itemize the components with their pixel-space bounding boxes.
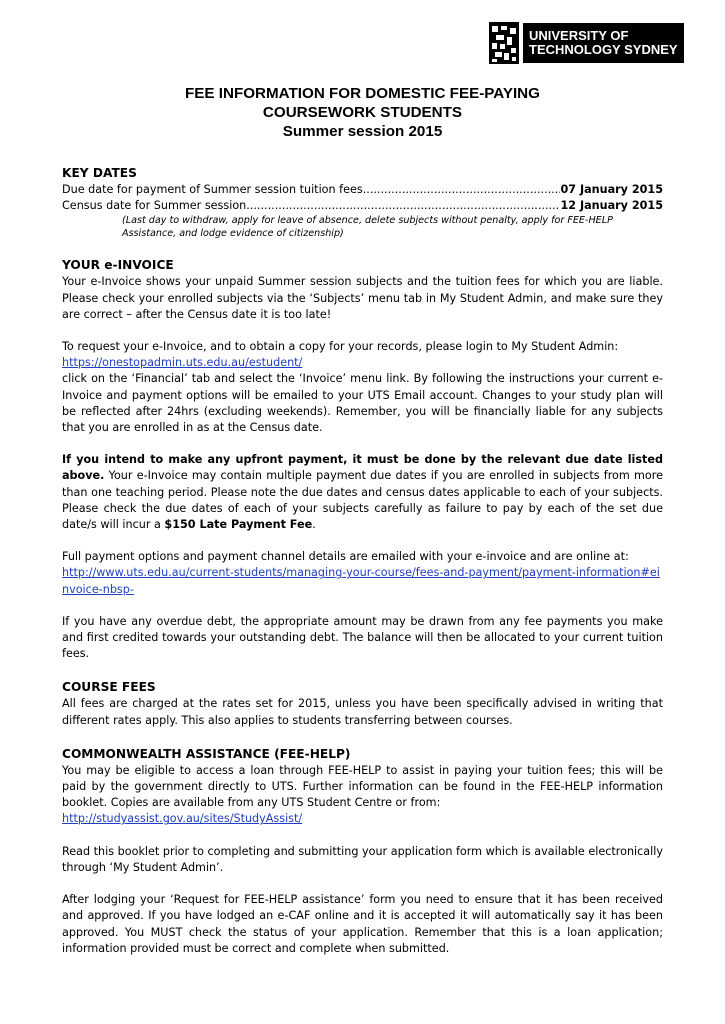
- fee-help-heading: COMMONWEALTH ASSISTANCE (FEE-HELP): [62, 746, 351, 761]
- my-student-admin-link[interactable]: https://onestopadmin.uts.edu.au/estudent/: [62, 356, 303, 370]
- einvoice-paragraph-3-end: .: [312, 518, 316, 532]
- uts-logo-mark-icon: [489, 22, 519, 64]
- leader-dots: [363, 182, 560, 198]
- census-date-label: Census date for Summer session: [62, 199, 247, 213]
- late-payment-fee: $150 Late Payment Fee: [164, 518, 313, 532]
- uts-logo: [489, 22, 684, 64]
- einvoice-heading: YOUR e-INVOICE: [62, 258, 174, 273]
- leader-dots: [246, 198, 559, 214]
- due-date-value: 07 January 2015: [560, 183, 663, 196]
- document-title: [0, 84, 725, 141]
- census-date-value: 12 January 2015: [560, 199, 663, 213]
- course-fees-paragraph: All fees are charged at the rates set for 2015, unless you have been specifically advised in writing that different rates apply. This also applies to students transferring between courses.: [62, 697, 663, 727]
- studyassist-link[interactable]: http://studyassist.gov.au/sites/StudyAssist/: [62, 812, 303, 826]
- upfront-payment-warning: If you intend to make any upfront payment, it must be done by the relevant due date listed above.: [62, 453, 663, 483]
- einvoice-paragraph-4: [62, 549, 663, 598]
- census-date-note: (Last day to withdraw, apply for leave of absence, delete subjects without penalty, apply for FEE-HELP Assistance, and lodge evidence of citizenship): [122, 215, 613, 240]
- einvoice-paragraph-4-intro: Full payment options and payment channel details are emailed with your e-invoice and are online at:: [62, 550, 629, 564]
- logo-line-1: UNIVERSITY OF: [529, 28, 629, 43]
- logo-line-2: TECHNOLOGY SYDNEY: [529, 42, 678, 57]
- einvoice-paragraph-1: Your e-Invoice shows your unpaid Summer session subjects and the tuition fees for which you are liable. Please check your enrolled subjects via the ‘Subjects’ menu tab in My Student Admin, and make sure they are correct – after the Census date it is too late!: [62, 275, 663, 321]
- payment-information-link[interactable]: http://www.uts.edu.au/current-students/managing-your-course/fees-and-payment/payment-information#einvoice-nbsp-: [62, 566, 660, 596]
- census-date-row: [62, 198, 663, 214]
- einvoice-paragraph-5: If you have any overdue debt, the appropriate amount may be drawn from any fee payments you make and first credited towards your outstanding debt. The balance will then be allocated to your current tuition fees.: [62, 614, 663, 661]
- due-date-label: Due date for payment of Summer session tuition fees: [62, 183, 363, 196]
- title-line-1: FEE INFORMATION FOR DOMESTIC FEE-PAYING: [185, 85, 540, 102]
- due-date-row: [62, 182, 663, 198]
- einvoice-paragraph-2-rest: click on the ‘Financial’ tab and select the ‘Invoice’ menu link. By following the instructions your current e-Invoice and payment options will be emailed to your UTS Email account. Changes to your study plan will be reflected after 24hrs (excluding weekends). Remember, you will be financially liable for any subjects that you are enrolled in as at the Census date.: [62, 372, 663, 435]
- fee-help-paragraph-2: Read this booklet prior to completing and submitting your application form which is available electronically through ‘My Student Admin’.: [62, 844, 663, 874]
- title-line-3: Summer session 2015: [282, 123, 443, 140]
- course-fees-heading: COURSE FEES: [62, 680, 156, 695]
- fee-help-paragraph-3: After lodging your ‘Request for FEE-HELP assistance’ form you need to ensure that it has been received and approved. If you have lodged an e-CAF online and it is accepted it will automatically say it has been approved. You MUST check the status of your application. Remember that this is a loan application; information provided must be correct and complete when submitted.: [62, 893, 663, 955]
- document-body: [62, 164, 663, 957]
- fee-help-paragraph-1: [62, 763, 663, 828]
- einvoice-paragraph-2: [62, 339, 663, 436]
- fee-help-paragraph-1-text: You may be eligible to access a loan through FEE-HELP to assist in paying your tuition fees; this will be paid by the government directly to UTS. Further information can be found in the FEE-HELP information booklet. Copies are available from any UTS Student Centre or from:: [62, 763, 663, 810]
- title-line-2: COURSEWORK STUDENTS: [262, 104, 463, 121]
- einvoice-paragraph-3-rest: Your e-Invoice may contain multiple payment due dates if you are enrolled in subjects from more than one teaching period. Please note the due dates and census dates applicable to each of your subjects. Please check the due dates of each of your subjects carefully as failure to pay by each of the set due date/s will incur a: [62, 469, 663, 532]
- uts-logo-wordmark: [523, 23, 684, 63]
- key-dates-heading: KEY DATES: [62, 166, 137, 180]
- einvoice-paragraph-3: [62, 452, 663, 533]
- einvoice-paragraph-2-intro: To request your e-Invoice, and to obtain a copy for your records, please login to My Student Admin:: [62, 340, 619, 354]
